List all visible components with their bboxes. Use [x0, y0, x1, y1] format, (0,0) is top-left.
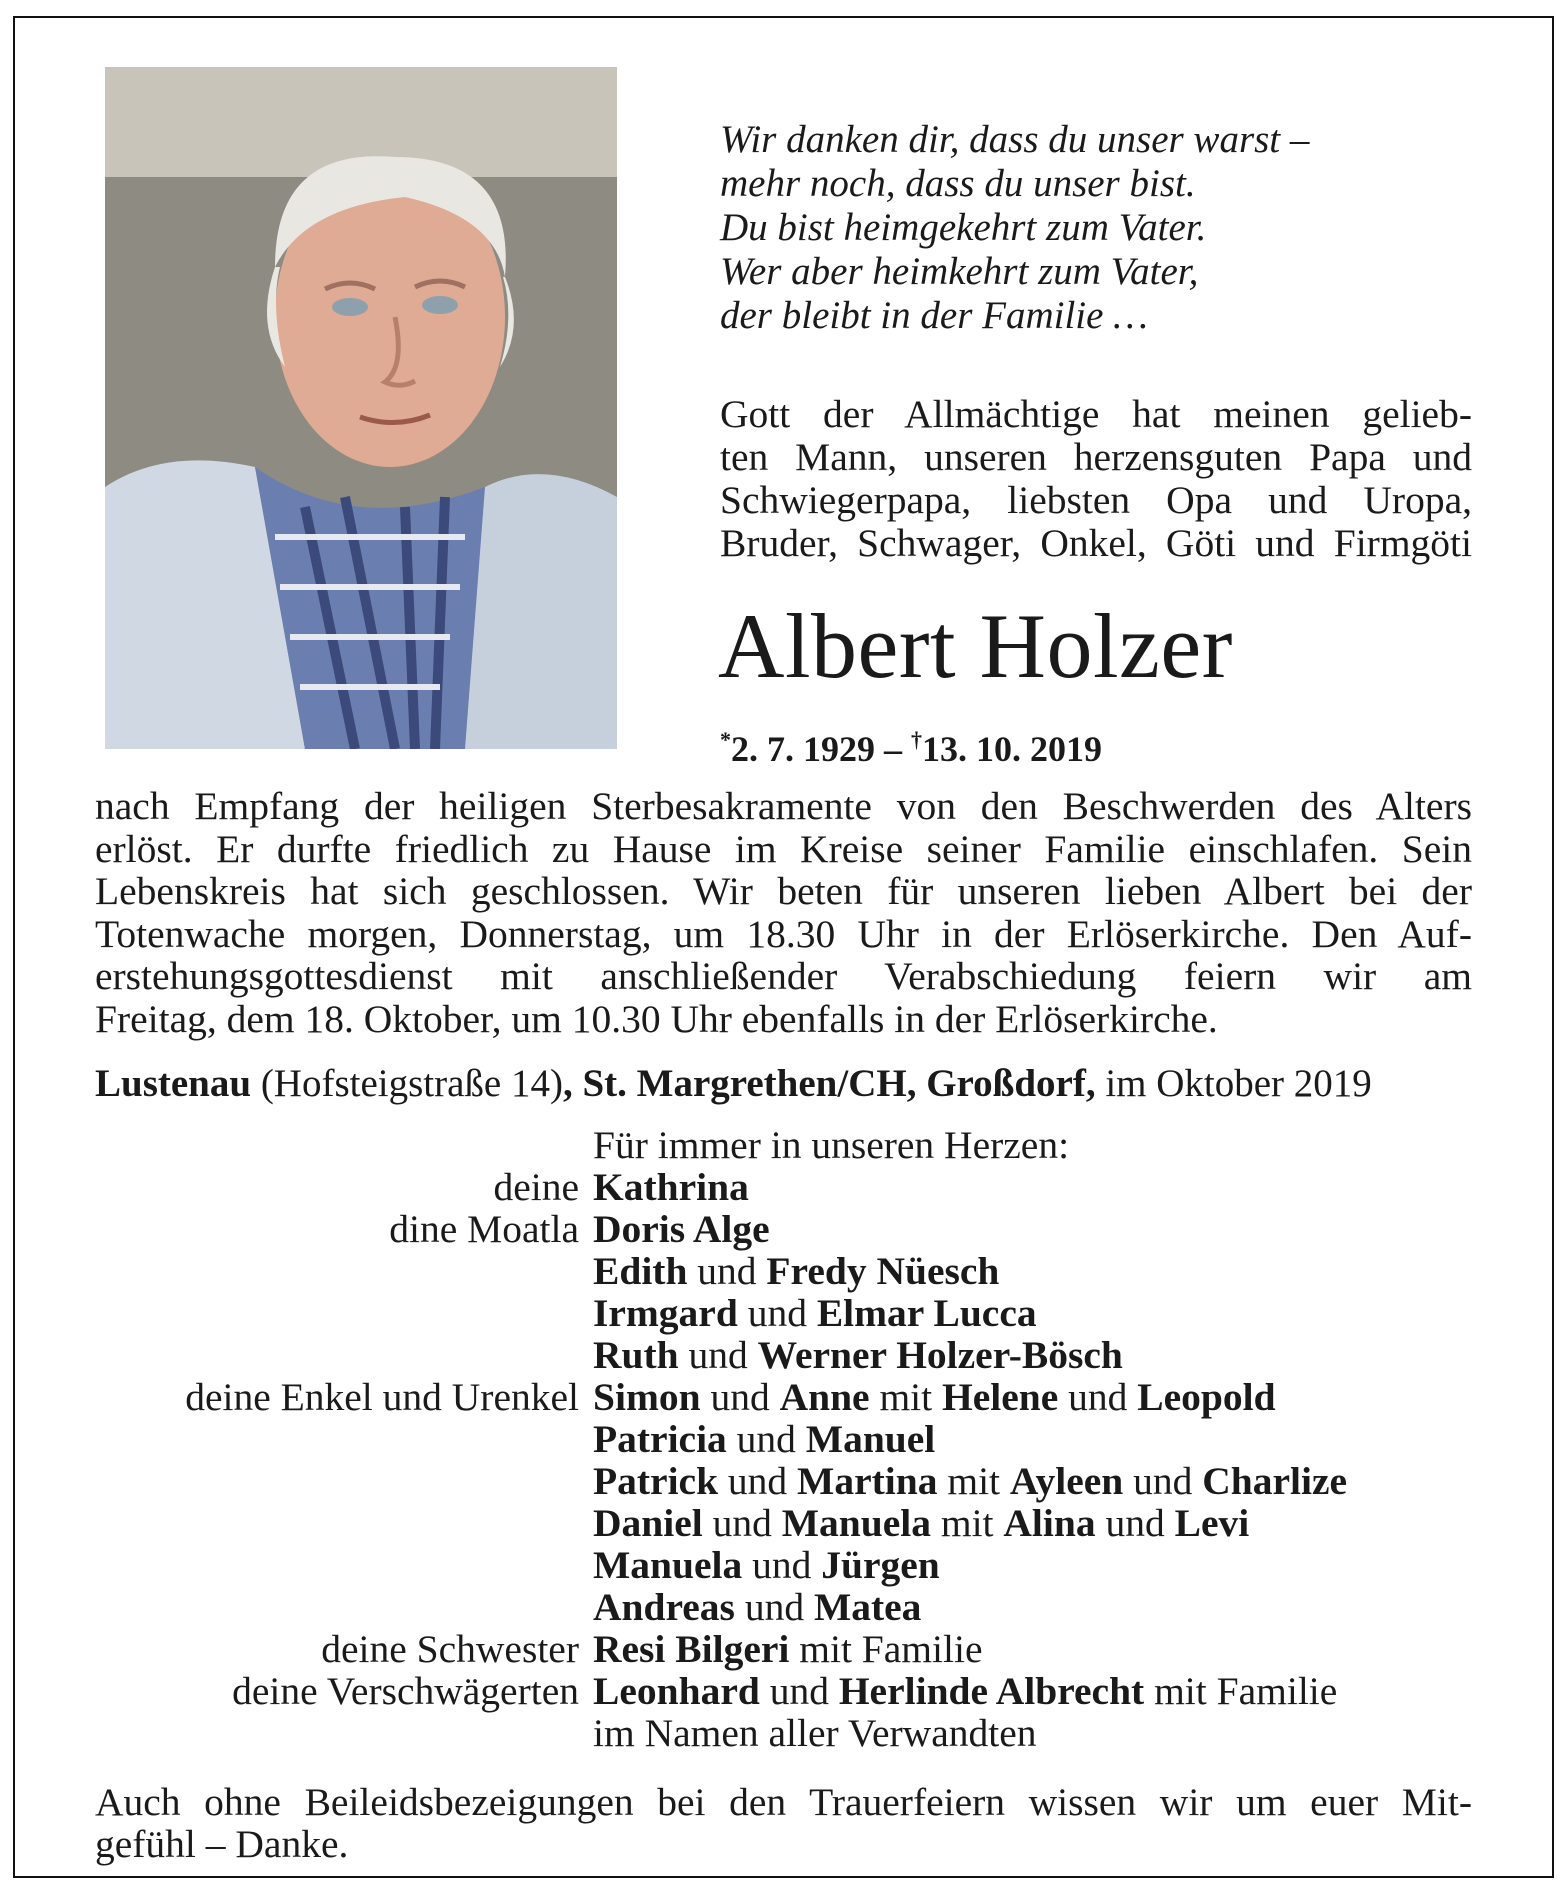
mourner-name: Fredy Nüesch — [766, 1249, 1000, 1293]
death-symbol: † — [911, 727, 922, 752]
death-date: 13. 10. 2019 — [922, 729, 1102, 769]
mourner-name: Patricia — [593, 1417, 727, 1461]
mourner-names — [593, 1292, 1037, 1334]
mourner-row — [95, 1208, 1515, 1250]
mourner-connector: und — [718, 1459, 798, 1503]
portrait-photo — [105, 67, 617, 749]
mourner-name: Herlinde Albrecht — [838, 1669, 1145, 1713]
intro-paragraph — [720, 393, 1472, 565]
mourner-names — [593, 1334, 1123, 1376]
mourner-row — [95, 1166, 1515, 1208]
mourner-name: Manuela — [781, 1501, 931, 1545]
mourner-connector: und — [1123, 1459, 1203, 1503]
mourner-connector: und — [1058, 1375, 1138, 1419]
mourner-connector: im Namen aller Verwandten — [593, 1711, 1037, 1755]
mourner-name: Jürgen — [821, 1543, 940, 1587]
place-town: Lustenau — [95, 1062, 252, 1105]
place-date: im Oktober 2019 — [1095, 1062, 1372, 1105]
date-separator: – — [875, 729, 911, 769]
body-line: nach Empfang der heiligen Sterbesakramente von den Beschwerden des Alters — [95, 784, 1472, 828]
mourner-connector: und — [1095, 1501, 1175, 1545]
mourner-connector: mit — [937, 1459, 1010, 1503]
mourner-name: Alina — [1003, 1501, 1096, 1545]
mourner-relation — [95, 1250, 593, 1292]
mourners-heading: Für immer in unseren Herzen: — [593, 1123, 1070, 1167]
mourner-relation — [95, 1292, 593, 1334]
quote-line: mehr noch, dass du unser bist. — [720, 162, 1196, 205]
body-line: Freitag, dem 18. Oktober, um 10.30 Uhr ebenfalls in der Erlöserkirche. — [95, 996, 1218, 1041]
mourner-connector: und — [742, 1543, 822, 1587]
mourner-name: Anne — [779, 1375, 870, 1419]
mourner-name: Ruth — [593, 1333, 679, 1377]
announcement-text — [95, 785, 1472, 1040]
mourner-connector: mit — [869, 1375, 943, 1419]
mourners-list — [95, 1124, 1515, 1754]
mourner-row — [95, 1712, 1515, 1754]
mourner-relation — [95, 1418, 593, 1460]
mourner-row — [95, 1628, 1515, 1670]
mourner-names — [593, 1502, 1249, 1544]
mourner-relation — [95, 1334, 593, 1376]
mourner-names — [593, 1208, 770, 1250]
mourner-row — [95, 1544, 1515, 1586]
mourner-name: Daniel — [593, 1501, 703, 1545]
mourner-relation — [95, 1586, 593, 1628]
mourner-names — [593, 1250, 999, 1292]
intro-line: Gott der Allmächtige hat meinen gelieb- — [720, 392, 1472, 436]
mourner-names — [593, 1166, 749, 1208]
mourners-heading-row — [95, 1124, 1515, 1166]
mourner-row — [95, 1418, 1515, 1460]
mourner-relation: dine Moatla — [389, 1207, 579, 1251]
mourner-relation — [95, 1502, 593, 1544]
body-line: Lebenskreis hat sich geschlossen. Wir beten für unseren lieben Albert bei der — [95, 869, 1472, 913]
mourner-name: Elmar Lucca — [816, 1291, 1037, 1335]
mourner-connector: und — [737, 1291, 817, 1335]
intro-line: Schwiegerpapa, liebsten Opa und Uropa, — [720, 478, 1472, 522]
birth-date: 2. 7. 1929 — [731, 729, 875, 769]
mourner-names — [593, 1712, 1037, 1754]
mourner-name: Manuel — [805, 1417, 936, 1461]
mourner-names — [593, 1376, 1276, 1418]
mourner-name: Martina — [797, 1459, 938, 1503]
place-separator: , — [562, 1062, 583, 1105]
mourner-connector: und — [687, 1249, 767, 1293]
mourner-names — [593, 1670, 1337, 1712]
mourner-row — [95, 1292, 1515, 1334]
mourner-name: Leonhard — [593, 1669, 760, 1713]
mourner-connector: und — [702, 1501, 782, 1545]
quote-line: der bleibt in der Familie … — [720, 294, 1148, 337]
mourner-name: Simon — [593, 1375, 701, 1419]
mourner-name: Patrick — [593, 1459, 719, 1503]
mourner-connector: mit Familie — [1144, 1669, 1338, 1713]
memorial-quote — [720, 118, 1480, 338]
mourner-relation: deine Verschwägerten — [232, 1669, 579, 1713]
mourner-name: Manuela — [593, 1543, 743, 1587]
mourner-name: Kathrina — [593, 1165, 749, 1209]
mourner-name: Resi Bilgeri — [593, 1627, 790, 1671]
mourner-relation — [95, 1544, 593, 1586]
quote-line: Du bist heimgekehrt zum Vater. — [720, 206, 1207, 249]
quote-line: Wir danken dir, dass du unser warst – — [720, 118, 1310, 161]
mourner-connector: und — [678, 1333, 758, 1377]
body-line: Totenwache morgen, Donnerstag, um 18.30 Uhr in der Erlöserkirche. Den Auf- — [95, 911, 1472, 956]
mourner-row — [95, 1460, 1515, 1502]
place-address: (Hofsteigstraße 14) — [251, 1062, 563, 1105]
mourner-name: Andreas — [593, 1585, 735, 1629]
mourner-connector: und — [734, 1585, 814, 1629]
mourner-row — [95, 1502, 1515, 1544]
mourner-row — [95, 1586, 1515, 1628]
intro-line: ten Mann, unseren herzensguten Papa und — [720, 435, 1472, 479]
deceased-name: Albert Holzer — [718, 595, 1233, 697]
mourner-relation — [95, 1712, 593, 1754]
mourner-name: Helene — [942, 1375, 1059, 1419]
mourner-names — [593, 1418, 935, 1460]
mourner-names — [593, 1628, 982, 1670]
mourner-name: Ayleen — [1009, 1459, 1124, 1503]
mourner-name: Irmgard — [593, 1291, 738, 1335]
birth-symbol: * — [720, 727, 731, 752]
mourner-relation: deine — [493, 1165, 579, 1209]
mourner-name: Doris Alge — [593, 1207, 770, 1251]
mourner-connector: und — [759, 1669, 839, 1713]
mourner-connector: und — [700, 1375, 780, 1419]
mourner-names — [593, 1586, 921, 1628]
mourner-name: Charlize — [1202, 1459, 1348, 1503]
place-other-towns: St. Margrethen/CH, Großdorf, — [582, 1062, 1096, 1105]
quote-line: Wer aber heimkehrt zum Vater, — [720, 250, 1199, 293]
body-line: erlöst. Er durfte friedlich zu Hause im Kreise seiner Familie einschlafen. Sein — [95, 826, 1472, 871]
mourner-name: Leopold — [1137, 1375, 1276, 1419]
mourner-name: Levi — [1174, 1501, 1250, 1545]
mourner-name: Matea — [813, 1585, 922, 1629]
place-and-date — [95, 1062, 1472, 1106]
life-dates — [720, 718, 1102, 771]
mourner-relation — [95, 1460, 593, 1502]
body-line: erstehungsgottesdienst mit anschließender Verabschiedung feiern wir am — [95, 954, 1472, 998]
mourner-names — [593, 1544, 940, 1586]
mourner-row — [95, 1670, 1515, 1712]
mourner-connector: mit Familie — [789, 1627, 983, 1671]
mourner-connector: mit — [930, 1501, 1004, 1545]
mourner-row — [95, 1334, 1515, 1376]
mourner-name: Werner Holzer-Bösch — [757, 1333, 1123, 1377]
mourner-relation: deine Schwester — [321, 1627, 579, 1671]
intro-line: Bruder, Schwager, Onkel, Göti und Firmgöti — [720, 521, 1472, 565]
closing-line: gefühl – Danke. — [95, 1822, 349, 1866]
mourner-connector: und — [726, 1417, 806, 1461]
mourner-relation: deine Enkel und Urenkel — [185, 1375, 579, 1419]
mourner-names — [593, 1460, 1347, 1502]
mourner-row — [95, 1376, 1515, 1418]
mourner-row — [95, 1250, 1515, 1292]
mourner-name: Edith — [593, 1249, 688, 1293]
closing-text — [95, 1781, 1472, 1865]
closing-line: Auch ohne Beileidsbezeigungen bei den Trauerfeiern wissen wir um euer Mit- — [95, 1780, 1472, 1824]
